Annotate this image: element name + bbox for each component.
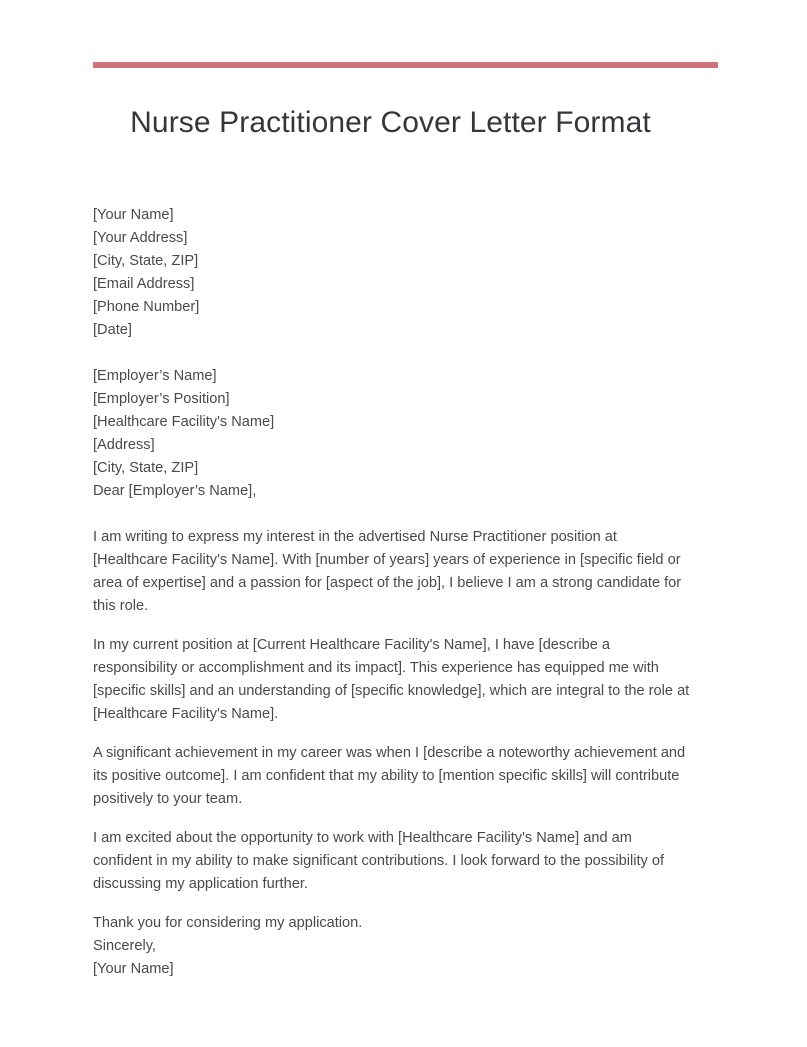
sender-line-phone: [Phone Number] bbox=[93, 299, 200, 315]
sender-line-date: [Date] bbox=[93, 322, 132, 338]
sender-line-name: [Your Name] bbox=[93, 207, 174, 223]
recipient-line-name: [Employer’s Name] bbox=[93, 368, 217, 384]
recipient-address-block bbox=[93, 365, 690, 503]
closing-signoff: Sincerely, bbox=[93, 938, 156, 954]
recipient-line-city: [City, State, ZIP] bbox=[93, 460, 199, 476]
recipient-line-facility: [Healthcare Facility's Name] bbox=[93, 414, 275, 430]
recipient-line-position: [Employer’s Position] bbox=[93, 391, 230, 407]
body-paragraph-3: A significant achievement in my career was when I [describe a noteworthy achievement and its positive outcome]. I am confident that my ability to [mention specific skills] will contribute positively to your team. bbox=[93, 745, 686, 807]
sender-address-block bbox=[93, 204, 690, 342]
closing-thanks: Thank you for considering my application. bbox=[93, 915, 363, 931]
closing-signature: [Your Name] bbox=[93, 961, 174, 977]
salutation: Dear [Employer’s Name], bbox=[93, 483, 257, 499]
sender-line-email: [Email Address] bbox=[93, 276, 195, 292]
sender-line-address: [Your Address] bbox=[93, 230, 188, 246]
letter-body bbox=[93, 204, 690, 981]
page-title: Nurse Practitioner Cover Letter Format bbox=[130, 106, 651, 139]
accent-bar bbox=[93, 62, 718, 68]
closing-block bbox=[93, 912, 690, 981]
recipient-line-address: [Address] bbox=[93, 437, 155, 453]
body-paragraph-4: I am excited about the opportunity to work with [Healthcare Facility's Name] and am confident in my ability to make significant contributions. I look forward to the possibility of discussing my application further. bbox=[93, 830, 665, 892]
sender-line-city: [City, State, ZIP] bbox=[93, 253, 199, 269]
body-paragraph-2: In my current position at [Current Healthcare Facility's Name], I have [describe a responsibility or accomplishment and its impact]. This experience has equipped me with [specific skills] and an understanding of [specific knowledge], which are integral to the role at [Healthcare Facility's Name]. bbox=[93, 637, 690, 722]
body-paragraph-1: I am writing to express my interest in the advertised Nurse Practitioner position at [Healthcare Facility's Name]. With [number of years] years of experience in [specific field or area of expertise] and a passion for [aspect of the job], I believe I am a strong candidate for this role. bbox=[93, 529, 682, 614]
